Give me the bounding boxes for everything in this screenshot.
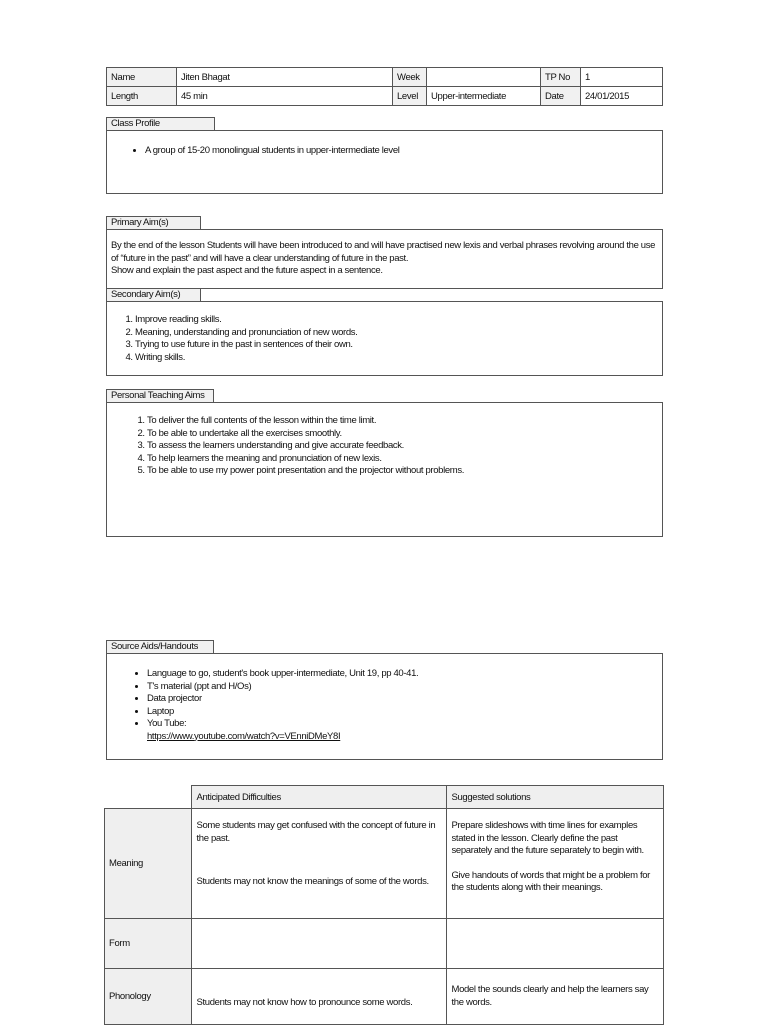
empty-corner-cell	[105, 786, 192, 809]
primary-aim-line: of “future in the past” and will have a clear understanding of future in the past.	[111, 252, 409, 264]
list-item	[147, 718, 662, 743]
row-label-meaning: Meaning	[105, 809, 192, 919]
list-item: • T's material (ppt and H/Os)	[147, 681, 662, 694]
list-item: 2. To be able to undertake all the exercises smoothly.	[147, 428, 662, 441]
col-header-difficulties: Anticipated Difficulties	[191, 786, 446, 809]
list-item: • Laptop	[147, 706, 662, 719]
tp-label: TP No	[541, 68, 581, 87]
table-row	[105, 919, 664, 969]
solution-text: Give handouts of words that might be a problem for the students along with their meanings.	[451, 869, 650, 893]
list-item: 5. To be able to use my power point presentation and the projector without problems.	[147, 465, 662, 478]
secondary-aims-list	[107, 314, 662, 364]
list-item: 4. To help learners the meaning and pronunciation of new lexis.	[147, 453, 662, 466]
meaning-solutions-cell	[446, 809, 664, 919]
name-label: Name	[107, 68, 177, 87]
name-value: Jiten Bhagat	[177, 68, 393, 87]
youtube-link[interactable]: https://www.youtube.com/watch?v=VEnniDMeY8I	[147, 730, 341, 742]
class-profile-heading: Class Profile	[106, 117, 215, 130]
date-value: 24/01/2015	[581, 87, 663, 106]
table-row	[105, 969, 664, 1025]
row-label-phonology: Phonology	[105, 969, 192, 1025]
week-value	[427, 68, 541, 87]
table-row	[105, 786, 664, 809]
list-item: • Data projector	[147, 693, 662, 706]
primary-aims-heading: Primary Aim(s)	[106, 216, 201, 229]
list-item: 3. Trying to use future in the past in sentences of their own.	[135, 339, 662, 352]
personal-aims-heading: Personal Teaching Aims	[106, 389, 214, 402]
lesson-header-table	[106, 67, 663, 106]
header-row-1	[107, 68, 663, 87]
phonology-difficulty-cell: Students may not know how to pronounce some words.	[191, 969, 446, 1025]
secondary-aims-heading: Secondary Aim(s)	[106, 288, 201, 301]
source-aids-list	[107, 668, 662, 743]
list-item: 4. Writing skills.	[135, 352, 662, 365]
difficulty-text: Students may not know the meanings of some of the words.	[196, 876, 429, 887]
col-header-solutions: Suggested solutions	[446, 786, 664, 809]
class-profile-box	[106, 130, 663, 194]
level-label: Level	[393, 87, 427, 106]
list-item: 3. To assess the learners understanding and give accurate feedback.	[147, 440, 662, 453]
primary-aim-line: By the end of the lesson Students will have been introduced to and will have practised new lexis and verbal phrases revolving around the use	[111, 240, 656, 251]
youtube-label: You Tube:	[147, 718, 187, 729]
list-item: 2. Meaning, understanding and pronunciation of new words.	[135, 327, 662, 340]
solution-text: Prepare slideshows with time lines for examples stated in the lesson. Clearly define the past separately and the future separately to begin with.	[451, 820, 644, 856]
list-item: 1. To deliver the full contents of the lesson within the time limit.	[147, 415, 662, 428]
row-label-form: Form	[105, 919, 192, 969]
header-row-2	[107, 87, 663, 106]
form-difficulties-cell	[191, 919, 446, 969]
primary-aims-box	[106, 229, 663, 289]
tp-value: 1	[581, 68, 663, 87]
length-label: Length	[107, 87, 177, 106]
primary-aim-line: Show and explain the past aspect and the future aspect in a sentence.	[111, 265, 383, 276]
meaning-difficulties-cell	[191, 809, 446, 919]
source-aids-heading: Source Aids/Handouts	[106, 640, 214, 653]
difficulties-table	[104, 785, 664, 1025]
secondary-aims-box	[106, 301, 663, 376]
level-value: Upper-intermediate	[427, 87, 541, 106]
personal-aims-list	[107, 415, 662, 478]
source-aids-box	[106, 653, 663, 760]
personal-aims-box	[106, 402, 663, 537]
list-item: 1. Improve reading skills.	[135, 314, 662, 327]
length-value: 45 min	[177, 87, 393, 106]
table-row	[105, 809, 664, 919]
list-item: • A group of 15-20 monolingual students in upper-intermediate level	[145, 145, 662, 158]
difficulty-text: Some students may get confused with the concept of future in the past.	[196, 820, 436, 844]
week-label: Week	[393, 68, 427, 87]
list-item: • Language to go, student's book upper-intermediate, Unit 19, pp 40-41.	[147, 668, 662, 681]
form-solutions-cell	[446, 919, 664, 969]
class-profile-list	[107, 145, 662, 158]
date-label: Date	[541, 87, 581, 106]
phonology-solution-cell: Model the sounds clearly and help the learners say the words.	[446, 969, 664, 1025]
